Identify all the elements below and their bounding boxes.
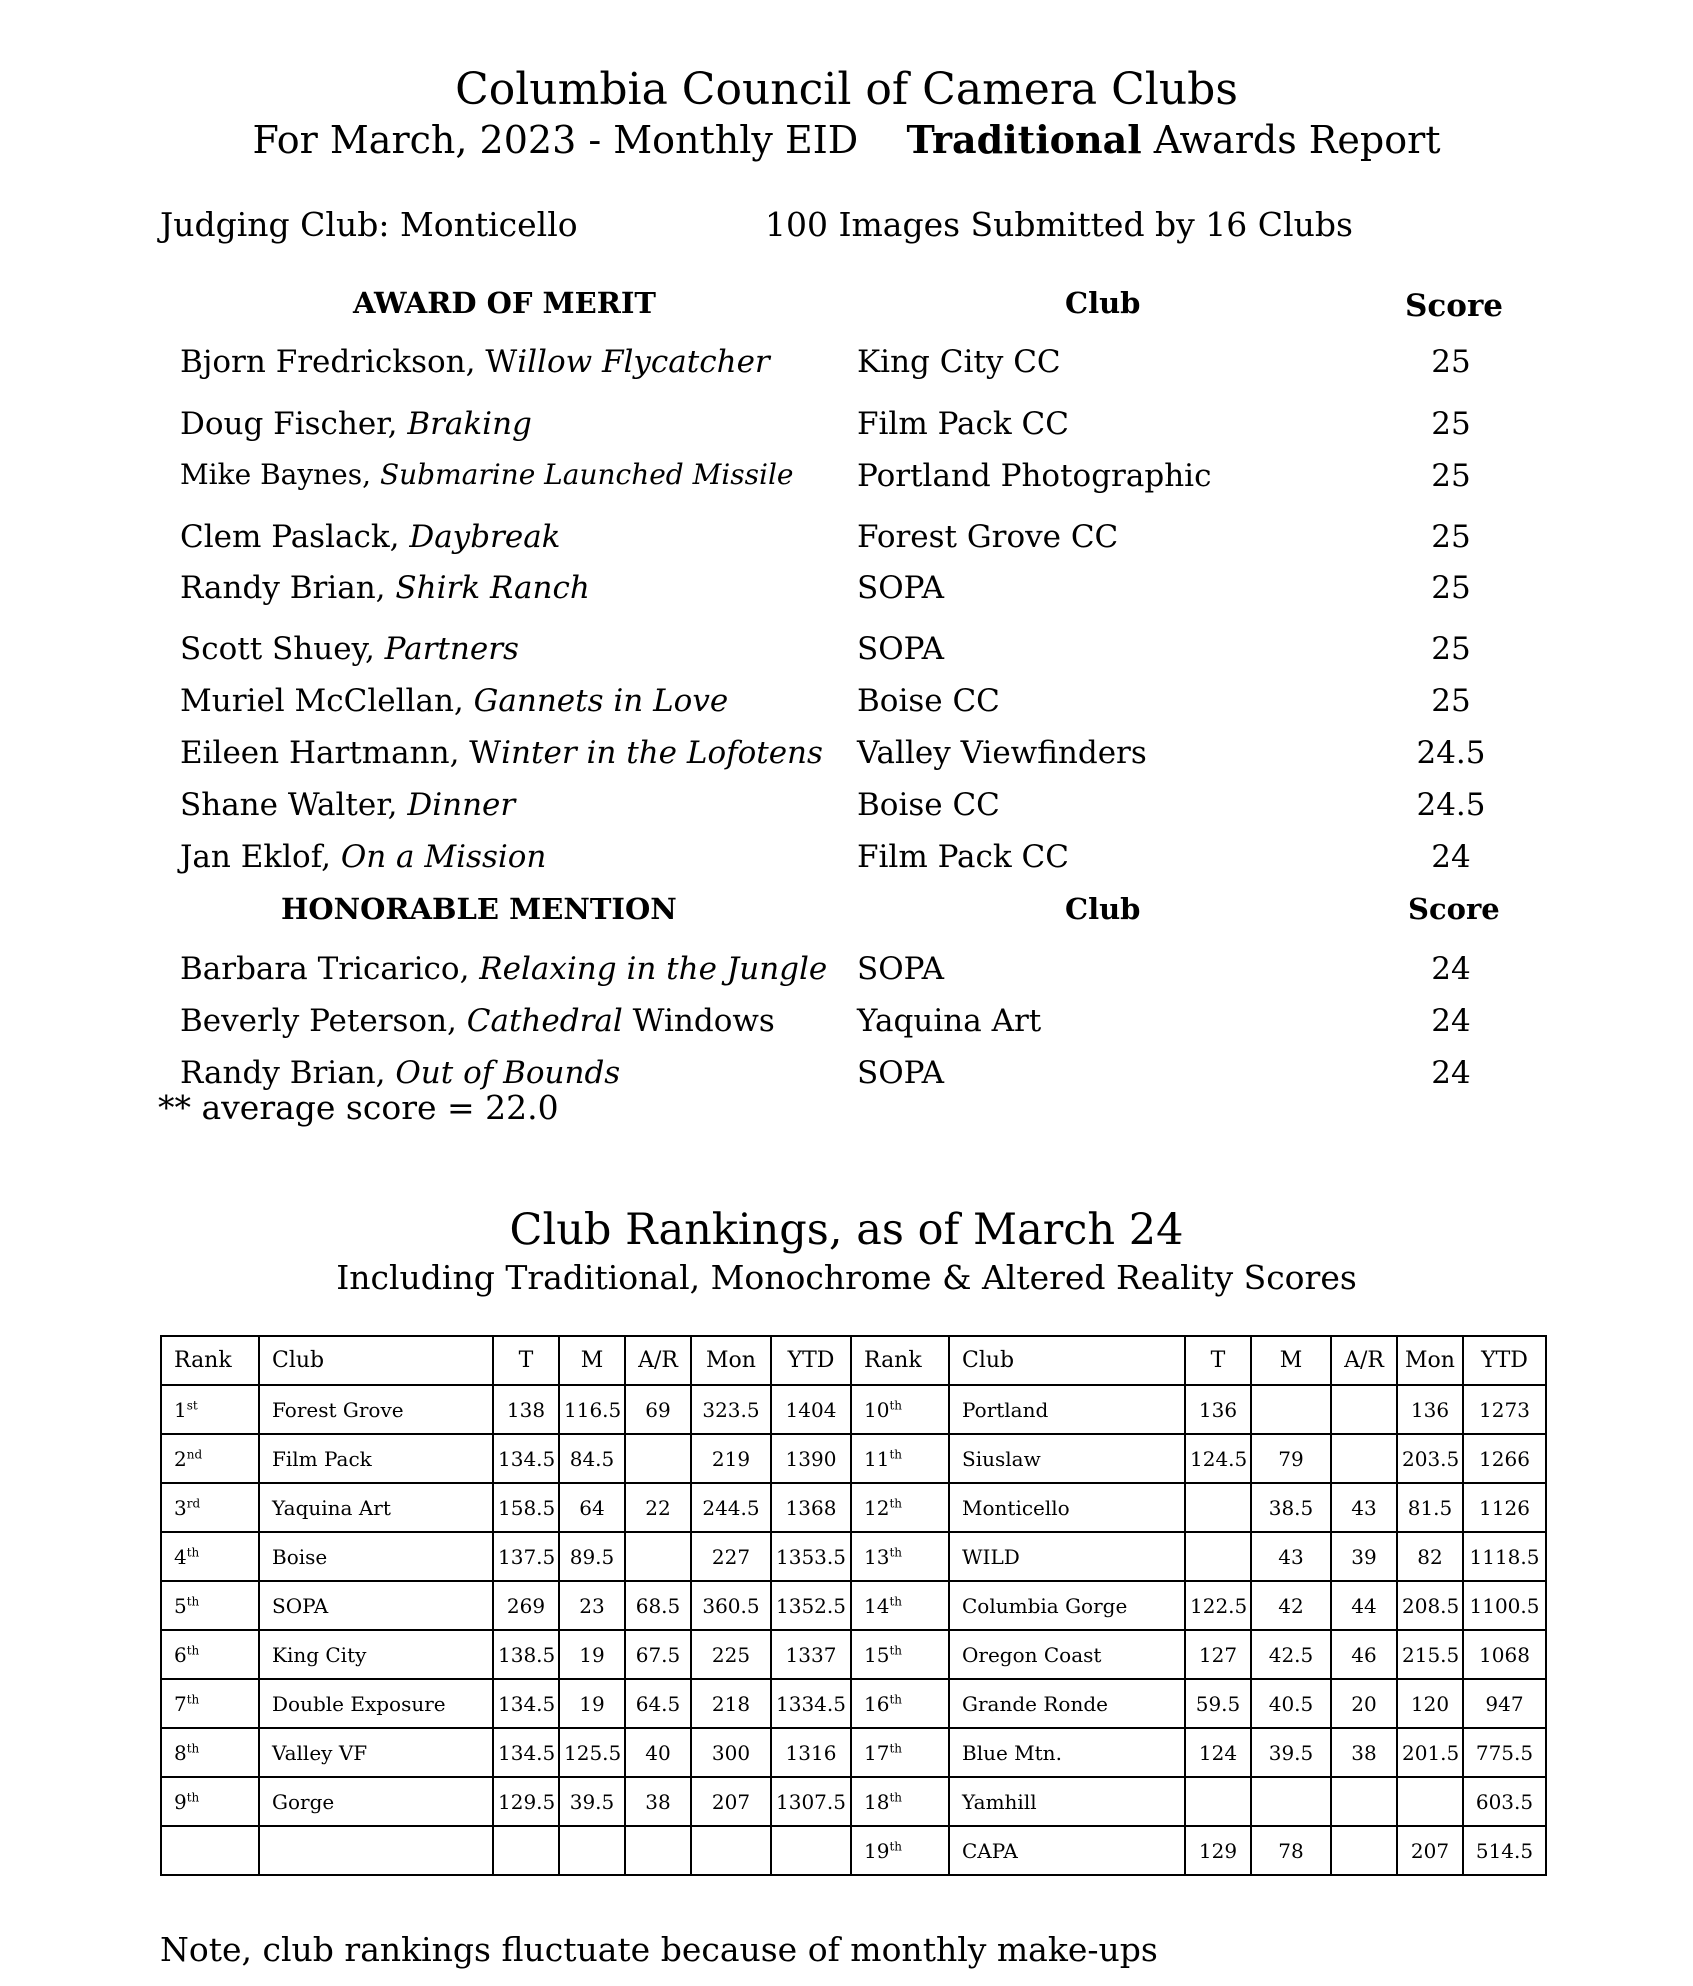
rank-cell: 3rd [161,1483,259,1532]
score-cell: 1337 [771,1630,851,1679]
score-cell: 67.5 [625,1630,691,1679]
subtitle-suffix: Awards Report [1153,118,1441,162]
score-cell: 1266 [1463,1434,1546,1483]
table-row [161,1679,1546,1728]
score-cell [1331,1777,1397,1826]
footnote: Note, club rankings fluctuate because of monthly make-ups [160,1930,1158,1969]
report-title: Columbia Council of Camera Clubs [455,64,1238,115]
score-cell [625,1826,691,1875]
rank-cell: 2nd [161,1434,259,1483]
score-cell: 64.5 [625,1679,691,1728]
score-cell: 124.5 [1185,1434,1251,1483]
club-cell: Portland [949,1385,1185,1434]
rank-suffix: th [186,1740,200,1755]
column-header: A/R [1331,1336,1397,1385]
score-cell: 1068 [1463,1630,1546,1679]
score-cell: 1307.5 [771,1777,851,1826]
merit-entry-title: inter in the Lofotens [501,735,823,771]
column-header: Club [259,1336,493,1385]
score-cell [1251,1385,1331,1434]
column-header: M [1251,1336,1331,1385]
score-cell: 120 [1397,1679,1463,1728]
score-cell: 137.5 [493,1532,559,1581]
merit-entry-title: Partners [384,631,519,667]
score-cell: 134.5 [493,1679,559,1728]
merit-entry-club: Boise CC [857,683,1000,719]
merit-club-heading: Club [1065,286,1141,320]
rank-cell: 16th [851,1679,949,1728]
merit-entry-title: Braking [407,406,532,442]
score-cell: 43 [1251,1532,1331,1581]
club-cell: Grande Ronde [949,1679,1185,1728]
club-cell: Oregon Coast [949,1630,1185,1679]
score-cell: 42.5 [1251,1630,1331,1679]
merit-entry-score: 25 [1431,519,1471,555]
honorable-entry-club: SOPA [857,951,945,987]
rank-suffix: th [186,1691,200,1706]
honorable-entry-score: 24 [1431,1055,1471,1091]
score-cell [625,1532,691,1581]
score-cell: 78 [1251,1826,1331,1875]
column-header: T [1185,1336,1251,1385]
score-cell: 38 [625,1777,691,1826]
rank-cell: 10th [851,1385,949,1434]
score-cell: 218 [691,1679,771,1728]
score-cell: 1118.5 [1463,1532,1546,1581]
merit-entry-score: 25 [1431,344,1471,380]
score-cell: 1100.5 [1463,1581,1546,1630]
score-cell [1331,1385,1397,1434]
rank-cell: 13th [851,1532,949,1581]
rankings-header-row [161,1336,1546,1385]
merit-entry-club: Boise CC [857,787,1000,823]
score-cell: 46 [1331,1630,1397,1679]
club-cell: Valley VF [259,1728,493,1777]
score-cell [1185,1483,1251,1532]
score-cell: 1316 [771,1728,851,1777]
merit-entry-name: Jan Eklof, On a Mission [180,839,547,875]
merit-entry-name: Mike Baynes, Submarine Launched Missile [180,458,794,491]
honorable-entry-score: 24 [1431,951,1471,987]
score-cell: 38 [1331,1728,1397,1777]
score-cell [1397,1777,1463,1826]
score-cell: 134.5 [493,1434,559,1483]
score-cell: 1353.5 [771,1532,851,1581]
score-cell: 89.5 [559,1532,625,1581]
rankings-table [160,1335,1547,1876]
honorable-entry-title: Cathedral [466,1003,623,1039]
table-row [161,1385,1546,1434]
score-cell: 116.5 [559,1385,625,1434]
table-row [161,1434,1546,1483]
honorable-entry-club: Yaquina Art [857,1003,1042,1039]
merit-entry-club: Film Pack CC [857,839,1069,875]
score-cell [771,1826,851,1875]
merit-entry-score: 24 [1431,839,1471,875]
rank-suffix: th [889,1740,903,1755]
merit-entry-title: On a Mission [340,839,547,875]
score-cell: 125.5 [559,1728,625,1777]
merit-entry-title: illow Flycatcher [517,344,770,380]
score-cell: 38.5 [1251,1483,1331,1532]
merit-entry-name: Bjorn Fredrickson, Willow Flycatcher [180,344,770,380]
table-row [161,1826,1546,1875]
club-cell: Forest Grove [259,1385,493,1434]
score-cell: 775.5 [1463,1728,1546,1777]
rank-cell: 19th [851,1826,949,1875]
score-cell: 136 [1185,1385,1251,1434]
column-header: YTD [1463,1336,1546,1385]
score-cell: 39.5 [1251,1728,1331,1777]
rank-suffix: th [889,1397,903,1412]
club-cell: Siuslaw [949,1434,1185,1483]
merit-entry-score: 25 [1431,683,1471,719]
rank-cell [161,1826,259,1875]
merit-entry-name: Eileen Hartmann, Winter in the Lofotens [180,735,823,771]
score-cell: 44 [1331,1581,1397,1630]
rank-suffix: th [889,1789,903,1804]
rank-suffix: th [186,1593,200,1608]
merit-entry-title: Shirk Ranch [395,570,590,606]
score-cell: 22 [625,1483,691,1532]
merit-entry-name: Doug Fischer, Braking [180,406,532,442]
judging-club: Judging Club: Monticello [160,205,578,244]
score-cell: 19 [559,1679,625,1728]
score-cell: 1126 [1463,1483,1546,1532]
score-cell: 201.5 [1397,1728,1463,1777]
rank-cell: 5th [161,1581,259,1630]
score-cell: 208.5 [1397,1581,1463,1630]
merit-entry-score: 25 [1431,631,1471,667]
subtitle-bold: Traditional [906,117,1142,162]
score-cell: 134.5 [493,1728,559,1777]
honorable-score-heading: Score [1408,892,1500,926]
score-cell: 20 [1331,1679,1397,1728]
score-cell: 225 [691,1630,771,1679]
table-row [161,1777,1546,1826]
score-cell [691,1826,771,1875]
merit-entry-score: 25 [1431,570,1471,606]
score-cell: 69 [625,1385,691,1434]
score-cell: 219 [691,1434,771,1483]
club-cell: Yaquina Art [259,1483,493,1532]
honorable-entry-club: SOPA [857,1055,945,1091]
average-score: ** average score = 22.0 [158,1088,559,1127]
score-cell: 360.5 [691,1581,771,1630]
score-cell: 1273 [1463,1385,1546,1434]
column-header: Mon [1397,1336,1463,1385]
merit-score-heading: Score [1405,288,1503,324]
score-cell: 81.5 [1397,1483,1463,1532]
merit-entry-name: Shane Walter, Dinner [180,787,516,823]
club-cell: Blue Mtn. [949,1728,1185,1777]
score-cell: 158.5 [493,1483,559,1532]
table-row [161,1532,1546,1581]
rank-suffix: nd [186,1446,203,1461]
honorable-heading: HONORABLE MENTION [281,892,677,926]
score-cell: 68.5 [625,1581,691,1630]
merit-entry-name: Muriel McClellan, Gannets in Love [180,683,729,719]
merit-entry-title: Submarine Launched Missile [379,458,794,491]
score-cell [493,1826,559,1875]
rank-cell: 14th [851,1581,949,1630]
column-header: Rank [161,1336,259,1385]
column-header: Club [949,1336,1185,1385]
rank-suffix: st [186,1397,198,1412]
rank-cell: 12th [851,1483,949,1532]
score-cell: 79 [1251,1434,1331,1483]
score-cell: 40 [625,1728,691,1777]
score-cell: 40.5 [1251,1679,1331,1728]
merit-entry-club: King City CC [857,344,1061,380]
merit-entry-score: 24.5 [1416,735,1486,771]
rank-cell: 8th [161,1728,259,1777]
report-subtitle [0,117,1693,162]
club-cell: Boise [259,1532,493,1581]
table-row [161,1483,1546,1532]
merit-entry-score: 25 [1431,406,1471,442]
score-cell [625,1434,691,1483]
rank-suffix: th [889,1593,903,1608]
score-cell [559,1826,625,1875]
score-cell: 603.5 [1463,1777,1546,1826]
club-cell: SOPA [259,1581,493,1630]
merit-entry-title: Gannets in Love [473,683,729,719]
column-header: M [559,1336,625,1385]
column-header: Rank [851,1336,949,1385]
score-cell [1331,1434,1397,1483]
score-cell [1185,1532,1251,1581]
honorable-entry-score: 24 [1431,1003,1471,1039]
score-cell: 269 [493,1581,559,1630]
rank-suffix: th [889,1642,903,1657]
score-cell: 42 [1251,1581,1331,1630]
score-cell: 136 [1397,1385,1463,1434]
rankings-title: Club Rankings, as of March 24 [509,1205,1184,1255]
rank-cell: 4th [161,1532,259,1581]
score-cell: 1352.5 [771,1581,851,1630]
club-cell: Film Pack [259,1434,493,1483]
merit-entry-title: Daybreak [409,519,561,555]
score-cell: 207 [1397,1826,1463,1875]
score-cell: 64 [559,1483,625,1532]
score-cell: 1368 [771,1483,851,1532]
column-header: YTD [771,1336,851,1385]
score-cell: 203.5 [1397,1434,1463,1483]
table-row [161,1581,1546,1630]
score-cell: 84.5 [559,1434,625,1483]
column-header: T [493,1336,559,1385]
score-cell: 129 [1185,1826,1251,1875]
score-cell: 1404 [771,1385,851,1434]
rankings-subtitle: Including Traditional, Monochrome & Altered Reality Scores [336,1258,1357,1297]
score-cell: 215.5 [1397,1630,1463,1679]
merit-entry-club: SOPA [857,570,945,606]
rank-suffix: th [889,1838,903,1853]
rank-suffix: th [186,1789,200,1804]
score-cell: 138.5 [493,1630,559,1679]
score-cell: 514.5 [1463,1826,1546,1875]
honorable-entry-name: Barbara Tricarico, Relaxing in the Jungle [180,951,828,987]
rank-cell: 7th [161,1679,259,1728]
honorable-entry-name: Beverly Peterson, Cathedral Windows [180,1003,775,1039]
score-cell: 129.5 [493,1777,559,1826]
honorable-club-heading: Club [1065,892,1141,926]
merit-heading: AWARD OF MERIT [353,286,657,320]
subtitle-prefix: For March, 2023 - Monthly EID [252,118,859,162]
score-cell: 39.5 [559,1777,625,1826]
rank-suffix: th [186,1544,200,1559]
score-cell [1251,1777,1331,1826]
score-cell: 124 [1185,1728,1251,1777]
merit-entry-score: 24.5 [1416,787,1486,823]
score-cell [1331,1826,1397,1875]
rank-suffix: th [889,1495,903,1510]
column-header: Mon [691,1336,771,1385]
score-cell: 43 [1331,1483,1397,1532]
club-cell: Monticello [949,1483,1185,1532]
score-cell: 122.5 [1185,1581,1251,1630]
rank-suffix: th [889,1691,903,1706]
rank-cell: 9th [161,1777,259,1826]
rank-suffix: th [186,1642,200,1657]
score-cell: 227 [691,1532,771,1581]
rank-cell: 6th [161,1630,259,1679]
club-cell: CAPA [949,1826,1185,1875]
club-cell: Yamhill [949,1777,1185,1826]
club-cell: Double Exposure [259,1679,493,1728]
score-cell: 82 [1397,1532,1463,1581]
rank-suffix: th [889,1544,903,1559]
merit-entry-club: Forest Grove CC [857,519,1119,555]
merit-entry-name: Clem Paslack, Daybreak [180,519,561,555]
merit-entry-club: SOPA [857,631,945,667]
score-cell: 1390 [771,1434,851,1483]
score-cell: 19 [559,1630,625,1679]
club-cell: WILD [949,1532,1185,1581]
submission-count: 100 Images Submitted by 16 Clubs [765,205,1353,244]
club-cell: Gorge [259,1777,493,1826]
club-cell: King City [259,1630,493,1679]
score-cell: 39 [1331,1532,1397,1581]
merit-entry-title: Dinner [407,787,516,823]
column-header: A/R [625,1336,691,1385]
merit-entry-club: Valley Viewfinders [857,735,1147,771]
club-cell [259,1826,493,1875]
rank-suffix: rd [186,1495,201,1510]
rank-cell: 15th [851,1630,949,1679]
honorable-entry-title: Out of Bounds [395,1055,621,1091]
club-cell: Columbia Gorge [949,1581,1185,1630]
score-cell: 207 [691,1777,771,1826]
table-row [161,1728,1546,1777]
score-cell: 323.5 [691,1385,771,1434]
honorable-entry-name: Randy Brian, Out of Bounds [180,1055,621,1091]
rank-cell: 17th [851,1728,949,1777]
score-cell: 244.5 [691,1483,771,1532]
score-cell: 138 [493,1385,559,1434]
rank-suffix: th [889,1446,903,1461]
score-cell: 59.5 [1185,1679,1251,1728]
score-cell: 300 [691,1728,771,1777]
honorable-entry-title: Relaxing in the Jungle [479,951,828,987]
merit-entry-name: Scott Shuey, Partners [180,631,519,667]
score-cell: 127 [1185,1630,1251,1679]
rank-cell: 18th [851,1777,949,1826]
merit-entry-club: Portland Photographic [857,458,1212,494]
score-cell: 23 [559,1581,625,1630]
merit-entry-club: Film Pack CC [857,406,1069,442]
merit-entry-score: 25 [1431,458,1471,494]
score-cell: 947 [1463,1679,1546,1728]
rank-cell: 11th [851,1434,949,1483]
score-cell: 1334.5 [771,1679,851,1728]
rank-cell: 1st [161,1385,259,1434]
merit-entry-name: Randy Brian, Shirk Ranch [180,570,590,606]
table-row [161,1630,1546,1679]
score-cell [1185,1777,1251,1826]
